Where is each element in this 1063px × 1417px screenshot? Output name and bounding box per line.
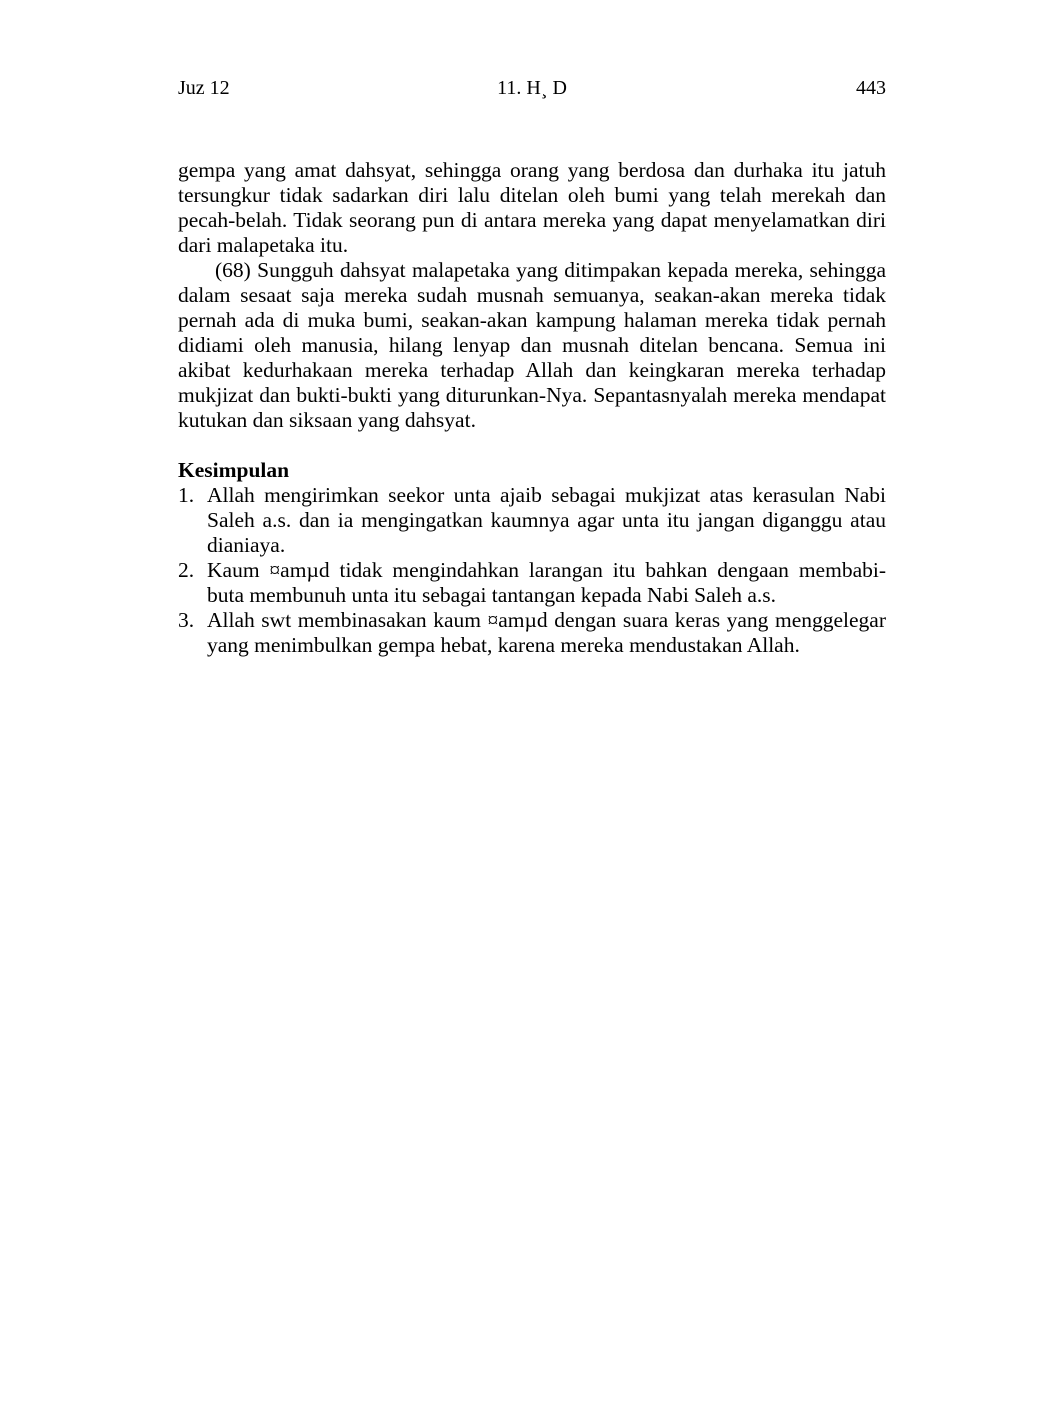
paragraph-continuation: gempa yang amat dahsyat, sehingga orang yang berdosa dan durhaka itu jatuh tersungkur tidak sadarkan diri lalu ditelan oleh bumi yang telah merekah dan pecah-belah. Tidak seorang pun di antara mereka yang dapat menyelamatkan diri dari malapetaka itu.: [178, 158, 886, 257]
list-item: [178, 558, 886, 608]
running-header: [178, 74, 886, 102]
list-item: [178, 483, 886, 558]
list-item-number: 3.: [178, 608, 195, 632]
surah-title: 11. H¸ D: [497, 77, 567, 99]
list-item-text: Kaum ¤amµd tidak mengindahkan larangan itu bahkan dengaan membabi-buta membunuh unta itu sebagai tantangan kepada Nabi Saleh a.s.: [207, 558, 886, 607]
section-heading-kesimpulan: Kesimpulan: [178, 458, 290, 482]
paragraph-verse-68: (68) Sungguh dahsyat malapetaka yang ditimpakan kepada mereka, sehingga dalam sesaat saja mereka sudah musnah semuanya, seakan-akan mereka tidak pernah ada di muka bumi, seakan-akan kampung halaman mereka tidak pernah didiami oleh manusia, hilang lenyap dan musnah ditelan bencana. Semua ini akibat kedurhakaan mereka terhadap Allah dan keingkaran mereka terhadap mukjizat dan bukti-bukti yang diturunkan-Nya. Sepantasnyalah mereka mendapat kutukan dan siksaan yang dahsyat.: [178, 258, 886, 432]
list-item-text: Allah mengirimkan seekor unta ajaib sebagai mukjizat atas kerasulan Nabi Saleh a.s. dan ia mengingatkan kaumnya agar unta itu jangan diganggu atau dianiaya.: [207, 483, 886, 557]
list-item-text: Allah swt membinasakan kaum ¤amµd dengan suara keras yang menggelegar yang menimbulkan gempa hebat, karena mereka mendustakan Allah.: [207, 608, 886, 657]
summary-list: [178, 483, 886, 658]
list-item-number: 1.: [178, 483, 195, 507]
juz-label: Juz 12: [178, 77, 230, 99]
list-item-number: 2.: [178, 558, 195, 582]
page-number: 443: [856, 77, 886, 99]
body-text: [178, 158, 886, 658]
list-item: [178, 608, 886, 658]
